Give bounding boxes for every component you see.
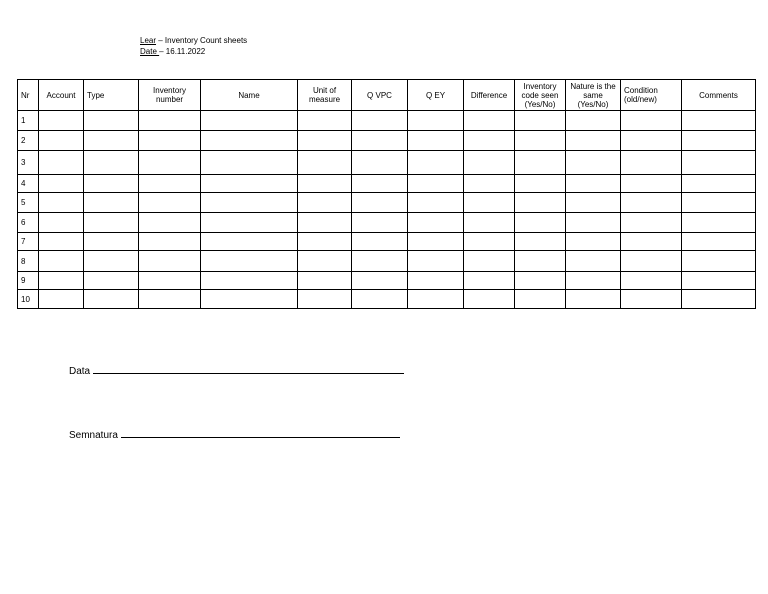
table-cell[interactable] [84, 272, 139, 290]
signature-date-line [69, 364, 404, 377]
table-cell[interactable] [464, 193, 515, 213]
table-cell[interactable] [298, 290, 352, 309]
table-cell[interactable] [515, 251, 566, 272]
table-cell[interactable] [39, 151, 84, 175]
table-cell[interactable] [352, 193, 408, 213]
table-cell[interactable] [515, 193, 566, 213]
table-cell[interactable] [566, 131, 621, 151]
title-text: – Inventory Count sheets [156, 36, 248, 45]
table-cell[interactable] [682, 272, 756, 290]
signature-date-label: Data [69, 366, 91, 377]
table-cell[interactable] [515, 290, 566, 309]
table-cell[interactable] [464, 233, 515, 251]
table-cell[interactable] [201, 251, 298, 272]
signature-sign-label: Semnatura [69, 430, 118, 441]
table-cell[interactable] [201, 272, 298, 290]
table-cell[interactable] [201, 233, 298, 251]
table-cell[interactable] [352, 290, 408, 309]
table-cell[interactable] [139, 272, 201, 290]
document-title [140, 35, 247, 46]
table-row [18, 111, 756, 131]
table-cell[interactable] [39, 251, 84, 272]
table-cell[interactable] [621, 213, 682, 233]
document-date [140, 46, 205, 57]
table-cell[interactable] [39, 272, 84, 290]
table-cell[interactable] [621, 233, 682, 251]
table-cell[interactable] [682, 290, 756, 309]
row-number: 1 [18, 111, 39, 131]
table-cell[interactable] [139, 111, 201, 131]
table-cell[interactable] [515, 213, 566, 233]
table-row [18, 233, 756, 251]
table-cell[interactable] [298, 151, 352, 175]
row-number: 9 [18, 272, 39, 290]
table-cell[interactable] [515, 272, 566, 290]
table-cell[interactable] [408, 290, 464, 309]
table-cell[interactable] [298, 272, 352, 290]
table-row [18, 251, 756, 272]
table-row [18, 193, 756, 213]
table-cell[interactable] [352, 233, 408, 251]
row-number: 3 [18, 151, 39, 175]
table-cell[interactable] [621, 251, 682, 272]
table-row [18, 213, 756, 233]
table-cell[interactable] [408, 233, 464, 251]
table-cell[interactable] [682, 233, 756, 251]
table-cell[interactable] [139, 131, 201, 151]
table-cell[interactable] [298, 131, 352, 151]
table-row [18, 175, 756, 193]
table-cell[interactable] [201, 213, 298, 233]
table-cell[interactable] [515, 131, 566, 151]
table-cell[interactable] [352, 111, 408, 131]
table-cell[interactable] [39, 233, 84, 251]
table-cell[interactable] [139, 175, 201, 193]
table-cell[interactable] [298, 111, 352, 131]
table-cell[interactable] [566, 111, 621, 131]
table-cell[interactable] [566, 272, 621, 290]
row-number: 5 [18, 193, 39, 213]
table-cell[interactable] [682, 111, 756, 131]
table-cell[interactable] [515, 233, 566, 251]
table-row [18, 151, 756, 175]
table-cell[interactable] [84, 290, 139, 309]
table-cell[interactable] [84, 151, 139, 175]
table-cell[interactable] [352, 272, 408, 290]
table-cell[interactable] [408, 111, 464, 131]
row-number: 10 [18, 290, 39, 309]
table-cell[interactable] [464, 272, 515, 290]
table-cell[interactable] [352, 151, 408, 175]
inventory-count-table [17, 79, 756, 309]
table-cell[interactable] [39, 111, 84, 131]
date-blank[interactable] [93, 364, 404, 374]
table-cell[interactable] [464, 251, 515, 272]
row-number: 2 [18, 131, 39, 151]
table-cell[interactable] [566, 233, 621, 251]
table-cell[interactable] [515, 111, 566, 131]
table-cell[interactable] [682, 213, 756, 233]
table-cell[interactable] [682, 131, 756, 151]
table-cell[interactable] [201, 193, 298, 213]
row-number: 8 [18, 251, 39, 272]
table-cell[interactable] [464, 151, 515, 175]
table-cell[interactable] [84, 175, 139, 193]
table-cell[interactable] [352, 131, 408, 151]
col-header-q-ey: Q EY [408, 80, 464, 111]
table-cell[interactable] [621, 193, 682, 213]
table-cell[interactable] [39, 193, 84, 213]
table-cell[interactable] [298, 233, 352, 251]
table-cell[interactable] [298, 213, 352, 233]
table-cell[interactable] [139, 290, 201, 309]
table-cell[interactable] [84, 213, 139, 233]
table-cell[interactable] [201, 175, 298, 193]
col-header-q-vpc: Q VPC [352, 80, 408, 111]
signature-blank[interactable] [121, 428, 400, 438]
table-cell[interactable] [352, 251, 408, 272]
col-header-account: Account [39, 80, 84, 111]
date-value: – 16.11.2022 [159, 47, 206, 56]
table-cell[interactable] [408, 251, 464, 272]
date-label: Date [140, 47, 160, 56]
table-cell[interactable] [682, 175, 756, 193]
row-number: 7 [18, 233, 39, 251]
table-cell[interactable] [515, 175, 566, 193]
row-number: 4 [18, 175, 39, 193]
table-cell[interactable] [408, 131, 464, 151]
col-header-unit: Unit of measure [298, 80, 352, 111]
col-header-comments: Comments [682, 80, 756, 111]
table-cell[interactable] [621, 131, 682, 151]
table-cell[interactable] [139, 233, 201, 251]
table-cell[interactable] [621, 151, 682, 175]
col-header-inventory-number: Inventory number [139, 80, 201, 111]
col-header-name: Name [201, 80, 298, 111]
table-cell[interactable] [464, 111, 515, 131]
table-cell[interactable] [566, 151, 621, 175]
table-cell[interactable] [39, 175, 84, 193]
company-name: Lear [140, 36, 157, 45]
table-cell[interactable] [201, 131, 298, 151]
table-cell[interactable] [84, 251, 139, 272]
table-cell[interactable] [682, 251, 756, 272]
table-cell[interactable] [298, 193, 352, 213]
table-cell[interactable] [682, 151, 756, 175]
table-cell[interactable] [682, 193, 756, 213]
table-cell[interactable] [621, 290, 682, 309]
table-cell[interactable] [39, 131, 84, 151]
col-header-code-seen: Inventory code seen (Yes/No) [515, 80, 566, 111]
table-cell[interactable] [352, 175, 408, 193]
table-cell[interactable] [298, 251, 352, 272]
table-cell[interactable] [201, 111, 298, 131]
table-cell[interactable] [464, 290, 515, 309]
table-cell[interactable] [464, 131, 515, 151]
table-cell[interactable] [39, 290, 84, 309]
table-cell[interactable] [566, 251, 621, 272]
table-cell[interactable] [84, 111, 139, 131]
table-cell[interactable] [139, 151, 201, 175]
table-cell[interactable] [464, 213, 515, 233]
row-number: 6 [18, 213, 39, 233]
col-header-type: Type [84, 80, 139, 111]
table-cell[interactable] [566, 193, 621, 213]
table-header-row [18, 80, 756, 111]
col-header-nature-same: Nature is the same (Yes/No) [566, 80, 621, 111]
table-cell[interactable] [298, 175, 352, 193]
table-cell[interactable] [139, 193, 201, 213]
table-row [18, 272, 756, 290]
table-cell[interactable] [139, 213, 201, 233]
col-header-difference: Difference [464, 80, 515, 111]
table-cell[interactable] [84, 233, 139, 251]
table-cell[interactable] [566, 175, 621, 193]
table-cell[interactable] [621, 175, 682, 193]
table-cell[interactable] [352, 213, 408, 233]
table-row [18, 290, 756, 309]
table-row [18, 131, 756, 151]
table-cell[interactable] [39, 213, 84, 233]
table-cell[interactable] [408, 175, 464, 193]
table-cell[interactable] [408, 213, 464, 233]
col-header-condition: Condition (old/new) [621, 80, 682, 111]
table-cell[interactable] [139, 251, 201, 272]
table-cell[interactable] [201, 290, 298, 309]
table-cell[interactable] [201, 151, 298, 175]
table-cell[interactable] [621, 111, 682, 131]
col-header-nr: Nr [18, 80, 39, 111]
table-cell[interactable] [84, 131, 139, 151]
table-cell[interactable] [84, 193, 139, 213]
signature-sign-line [69, 428, 400, 441]
table-cell[interactable] [464, 175, 515, 193]
table-cell[interactable] [408, 193, 464, 213]
table-cell[interactable] [408, 272, 464, 290]
table-cell[interactable] [515, 151, 566, 175]
table-cell[interactable] [566, 290, 621, 309]
table-cell[interactable] [408, 151, 464, 175]
table-cell[interactable] [566, 213, 621, 233]
table-cell[interactable] [621, 272, 682, 290]
